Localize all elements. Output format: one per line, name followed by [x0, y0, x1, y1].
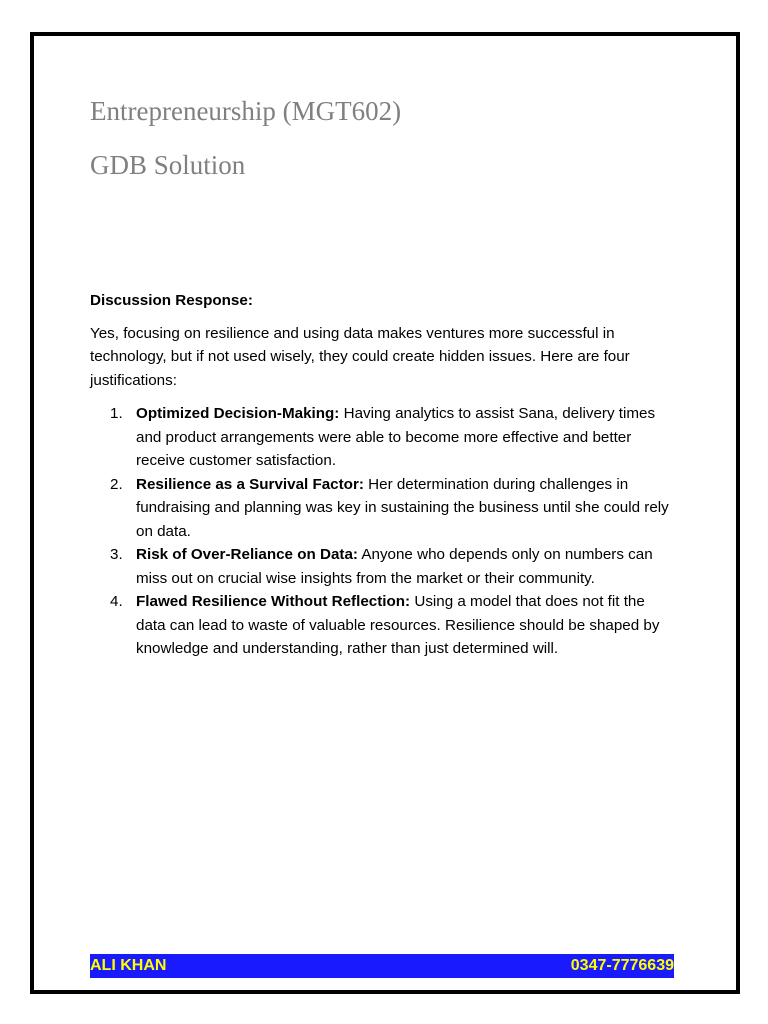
- list-item-number: 2.: [110, 475, 123, 493]
- list-item-title: Risk of Over-Reliance on Data:: [136, 546, 358, 563]
- list-item-text: Having analytics to assist Sana, delivery times and product arrangements were able to become more effective and better receive customer satisfaction.: [136, 405, 656, 469]
- section-heading: Discussion Response:: [90, 292, 253, 309]
- list-item: [90, 590, 675, 661]
- document-subtitle: GDB Solution: [90, 150, 246, 180]
- list-item: [90, 402, 675, 473]
- list-item-title: Optimized Decision-Making:: [136, 405, 340, 422]
- list-item: [90, 543, 675, 590]
- list-item-number: 4.: [110, 593, 123, 610]
- footer-bar: [90, 954, 674, 978]
- list-item: [90, 473, 675, 544]
- list-item-title: Resilience as a Survival Factor:: [136, 475, 364, 493]
- document-title: Entrepreneurship (MGT602): [90, 96, 402, 126]
- justification-list: [90, 402, 675, 661]
- list-item-text: Anyone who depends only on numbers can miss out on crucial wise insights from the market or their community.: [136, 546, 653, 587]
- list-item-text: Using a model that does not fit the data can lead to waste of valuable resources. Resilience should be shaped by knowledge and understanding, rather than just determined will.: [136, 593, 660, 657]
- list-item-text: Her determination during challenges in fundraising and planning was key in sustaining the business until she could rely on data.: [136, 475, 669, 540]
- list-item-title: Flawed Resilience Without Reflection:: [136, 593, 411, 610]
- author-name: ALI KHAN: [90, 957, 167, 974]
- author-phone: 0347-7776639: [570, 957, 674, 974]
- discussion-content: [90, 289, 675, 661]
- intro-paragraph: Yes, focusing on resilience and using data makes ventures more successful in technology, but if not used wisely, they could create hidden issues. Here are four justifications:: [90, 324, 630, 389]
- list-item-number: 3.: [110, 546, 123, 563]
- list-item-number: 1.: [110, 405, 123, 422]
